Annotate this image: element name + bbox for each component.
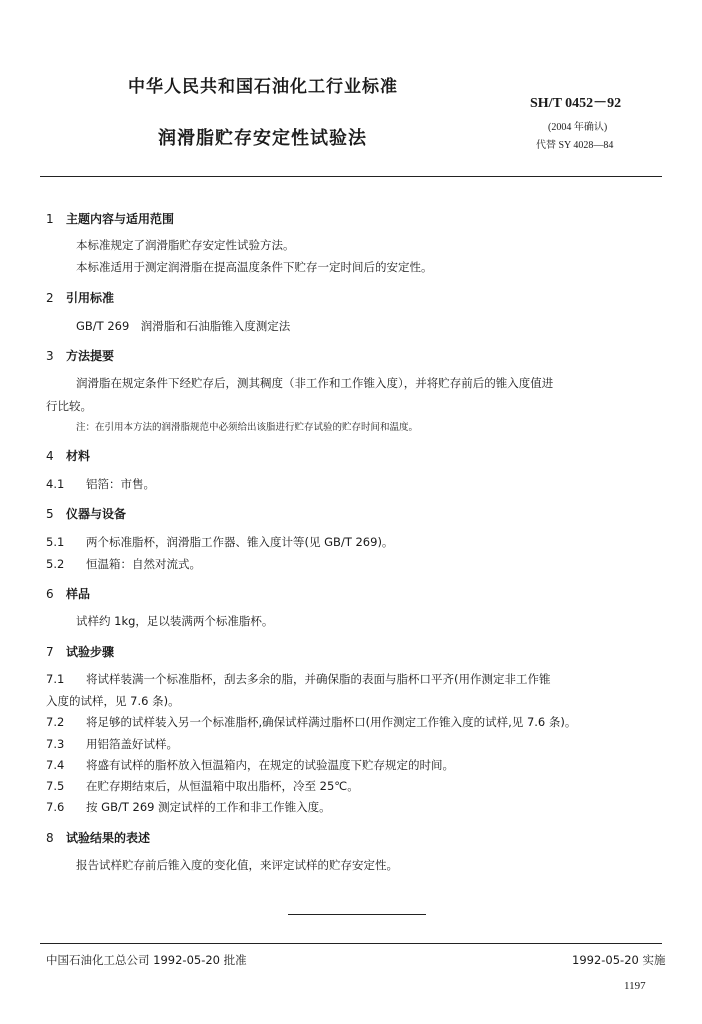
org-title: 中华人民共和国石油化工行业标准 [128, 77, 398, 97]
section-1-para-2: 本标准适用于测定润滑脂在提高温度条件下贮存一定时间后的安定性。 [76, 260, 433, 274]
section-number: 3 [46, 349, 54, 363]
item-text: 在贮存期结束后，从恒温箱中取出脂杯，冷至 25℃。 [86, 779, 359, 793]
header-divider [40, 176, 662, 177]
item-5-1 [46, 534, 393, 550]
approval-line: 中国石油化工总公司 1992-05-20 批准 [46, 953, 247, 967]
item-number: 5.1 [46, 535, 65, 549]
item-5-2 [46, 556, 201, 572]
item-number: 7.6 [46, 800, 65, 814]
item-number: 5.2 [46, 557, 65, 571]
doc-title: 润滑脂贮存安定性试验法 [158, 128, 367, 149]
section-number: 2 [46, 291, 54, 305]
item-number: 7.2 [46, 715, 65, 729]
section-number: 5 [46, 507, 54, 521]
section-6-para-1: 试样约 1kg，足以装满两个标准脂杯。 [76, 614, 274, 628]
section-7-heading [46, 643, 114, 660]
section-3-note: 注：在引用本方法的润滑脂规范中必须给出该脂进行贮存试验的贮存时间和温度。 [76, 422, 419, 433]
section-title: 样品 [66, 587, 91, 601]
item-7-1 [46, 671, 550, 687]
section-8-para-1: 报告试样贮存前后锥入度的变化值，来评定试样的贮存安定性。 [76, 858, 398, 872]
item-text: 两个标准脂杯，润滑脂工作器、锥入度计等(见 GB/T 269)。 [86, 535, 394, 549]
section-8-heading [46, 829, 150, 846]
item-7-6 [46, 799, 331, 815]
section-title: 主题内容与适用范围 [66, 212, 175, 226]
item-text: 将试样装满一个标准脂杯，刮去多余的脂，并确保脂的表面与脂杯口平齐(用作测定非工作锥 [86, 672, 551, 686]
item-number: 7.4 [46, 758, 65, 772]
item-number: 7.5 [46, 779, 65, 793]
confirmation-note: (2004 年确认) [548, 122, 608, 133]
item-4-1 [46, 476, 155, 492]
page-number: 1197 [624, 980, 646, 992]
section-title: 材料 [66, 449, 91, 463]
item-number: 4.1 [46, 477, 65, 491]
section-2-heading [46, 289, 114, 306]
section-number: 1 [46, 212, 54, 226]
section-title: 试验结果的表述 [66, 831, 151, 845]
section-1-para-1: 本标准规定了润滑脂贮存安定性试验方法。 [76, 238, 295, 252]
item-text: 铝箔：市售。 [86, 477, 155, 491]
section-1-heading [46, 210, 174, 227]
item-number: 7.1 [46, 672, 65, 686]
effective-date: 1992-05-20 实施 [572, 953, 666, 967]
section-title: 方法提要 [66, 349, 115, 363]
end-mark-rule [288, 914, 426, 915]
item-7-4 [46, 757, 454, 773]
section-3-para-1: 润滑脂在规定条件下经贮存后，测其稠度（非工作和工作锥入度），并将贮存前后的锥入度值进 [76, 376, 554, 390]
item-text: 按 GB/T 269 测定试样的工作和非工作锥入度。 [86, 800, 331, 814]
item-7-3 [46, 736, 178, 752]
section-number: 6 [46, 587, 54, 601]
section-3-heading [46, 347, 114, 364]
item-7-5 [46, 778, 359, 794]
replaces-note: 代替 SY 4028—84 [536, 140, 614, 151]
item-text: 恒温箱：自然对流式。 [86, 557, 201, 571]
footer-divider [40, 943, 662, 944]
section-number: 8 [46, 831, 54, 845]
item-7-1-cont: 入度的试样，见 7.6 条)。 [46, 694, 180, 708]
item-7-2 [46, 714, 576, 730]
item-text: 用铝箔盖好试样。 [86, 737, 178, 751]
section-3-para-1-cont: 行比较。 [46, 399, 92, 413]
section-5-heading [46, 505, 126, 522]
section-2-para-1: GB/T 269 润滑脂和石油脂锥入度测定法 [76, 319, 291, 333]
standard-number: SH/T 0452－92 [530, 96, 622, 111]
section-4-heading [46, 447, 90, 464]
section-6-heading [46, 585, 90, 602]
section-number: 7 [46, 645, 54, 659]
item-text: 将足够的试样装入另一个标准脂杯,确保试样满过脂杯口(用作测定工作锥入度的试样,见 7.6 条)。 [86, 715, 577, 729]
item-text: 将盛有试样的脂杯放入恒温箱内，在规定的试验温度下贮存规定的时间。 [86, 758, 454, 772]
item-number: 7.3 [46, 737, 65, 751]
section-title: 仪器与设备 [66, 507, 127, 521]
section-title: 试验步骤 [66, 645, 115, 659]
section-number: 4 [46, 449, 54, 463]
section-title: 引用标准 [66, 291, 115, 305]
